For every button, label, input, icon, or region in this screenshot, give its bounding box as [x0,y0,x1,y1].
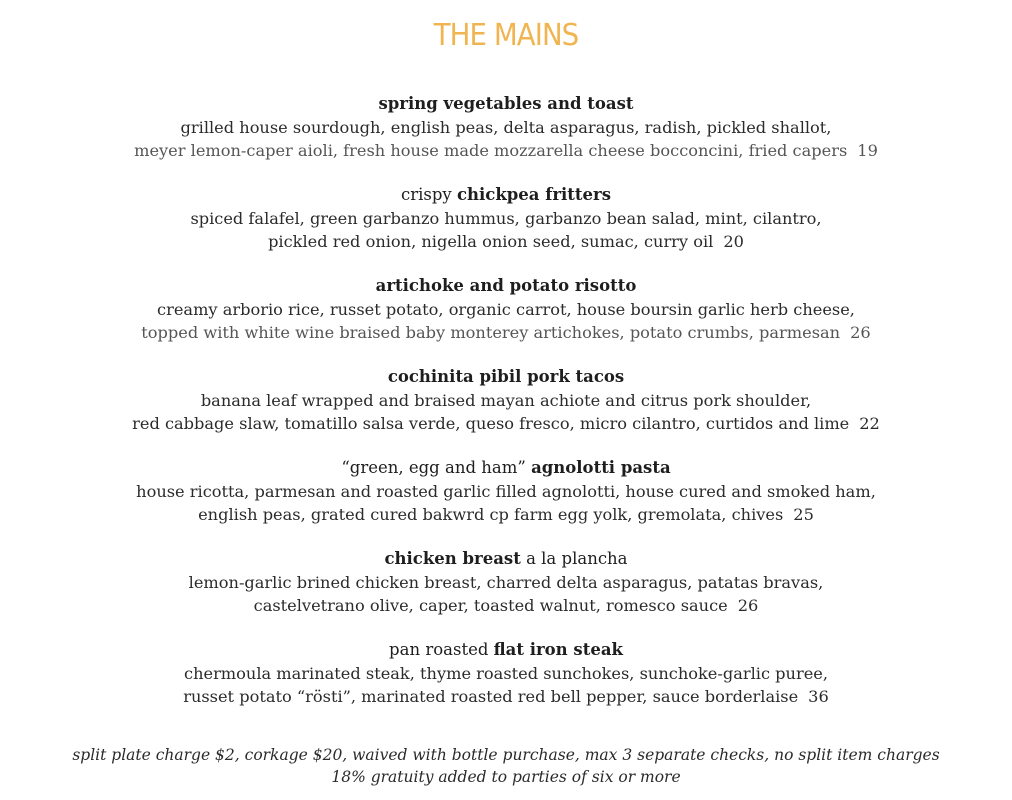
footer-policy-line: split plate charge $2, corkage $20, waived with bottle purchase, max 3 separate checks, no split item charges [72,746,940,764]
menu-item-pork-tacos [0,365,1012,435]
menu-item-heading [0,456,1012,480]
menu-item-description-line: spiced falafel, green garbanzo hummus, garbanzo bean salad, mint, cilantro, [190,209,822,228]
menu-item-price: 26 [850,323,871,342]
description-text: pickled red onion, nigella onion seed, sumac, curry oil [268,232,714,251]
menu-item-heading [0,274,1012,298]
menu-footer-notes [0,744,1012,788]
menu-item-price: 26 [737,596,759,615]
description-text: russet potato “rösti”, marinated roasted red bell pepper, sauce borderlaise [183,687,799,706]
menu-item-heading [0,92,1012,116]
menu-item-price: 20 [723,232,744,251]
heading-bold: cochinita pibil pork tacos [387,367,625,386]
description-text: meyer lemon-caper aioli, fresh house made mozzarella cheese bocconcini, fried capers [134,141,848,160]
footer-gratuity-line: 18% gratuity added to parties of six or more [331,768,681,786]
menu-item-heading [0,638,1012,662]
menu-item-description-line [0,594,1012,617]
menu-item-description-line: chermoula marinated steak, thyme roasted sunchokes, sunchoke-garlic puree, [184,664,828,683]
heading-bold: chickpea fritters [456,185,612,204]
heading-bold: flat iron steak [493,640,623,659]
menu-item-description-line: lemon-garlic brined chicken breast, charred delta asparagus, patatas bravas, [188,573,824,592]
menu-item-description-line [0,139,1012,162]
menu-item-description-line [0,321,1012,344]
menu-item-agnolotti-pasta [0,456,1012,526]
menu-item-description-line: creamy arborio rice, russet potato, organic carrot, house boursin garlic herb cheese, [157,300,855,319]
menu-item-description-line: grilled house sourdough, english peas, delta asparagus, radish, pickled shallot, [180,118,832,137]
menu-item-description-line [0,230,1012,253]
menu-item-flat-iron-steak [0,638,1012,708]
heading-prefix: pan roasted [389,640,494,659]
menu-item-description-line [0,412,1012,435]
heading-bold: spring vegetables and toast [378,94,634,113]
menu-item-heading [0,183,1012,207]
menu-item-chickpea-fritters [0,183,1012,253]
menu-item-artichoke-risotto [0,274,1012,344]
menu-item-heading [0,365,1012,389]
description-text: red cabbage slaw, tomatillo salsa verde, queso fresco, micro cilantro, curtidos and lime [132,414,850,433]
description-text: castelvetrano olive, caper, toasted walnut, romesco sauce [253,596,728,615]
menu-item-price: 19 [857,141,878,160]
menu-item-price: 25 [793,505,814,524]
heading-bold: chicken breast [384,549,521,568]
menu-item-description-line: house ricotta, parmesan and roasted garlic filled agnolotti, house cured and smoked ham, [136,482,876,501]
heading-bold: artichoke and potato risotto [375,276,637,295]
menu-item-price: 22 [859,414,880,433]
description-text: topped with white wine braised baby monterey artichokes, potato crumbs, parmesan [141,323,841,342]
heading-bold: agnolotti pasta [531,458,671,477]
menu-item-heading [0,547,1012,571]
menu-section-title: THE MAINS [433,18,579,53]
heading-prefix: “green, egg and ham” [341,458,532,477]
heading-prefix: crispy [400,185,457,204]
menu-item-price: 36 [808,687,829,706]
description-text: english peas, grated cured bakwrd cp farm egg yolk, gremolata, chives [198,505,784,524]
heading-suffix: a la plancha [520,549,628,568]
menu-item-description-line [0,503,1012,526]
menu-items-list [0,92,1012,729]
menu-item-description-line: banana leaf wrapped and braised mayan achiote and citrus pork shoulder, [200,391,812,410]
menu-item-chicken-breast [0,547,1012,617]
menu-item-spring-vegetables [0,92,1012,162]
menu-item-description-line [0,685,1012,708]
